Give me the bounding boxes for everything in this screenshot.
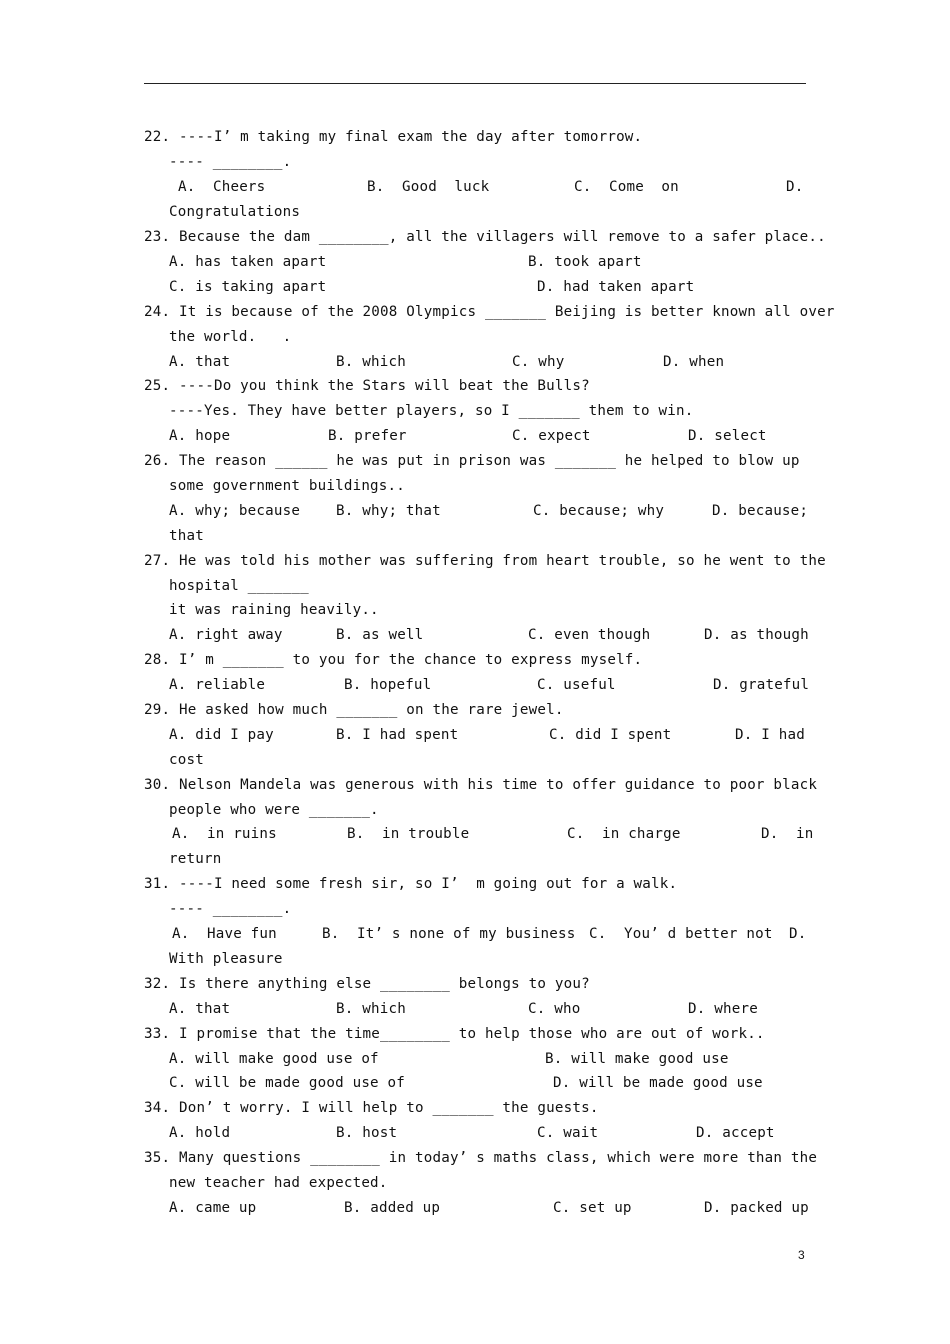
q30-stem: 30. Nelson Mandela was generous with his time to offer guidance to poor black [144, 777, 818, 793]
q32-option-d: D. where [688, 1001, 758, 1017]
q27-stem: 27. He was told his mother was suffering from heart trouble, so he went to the [144, 553, 826, 569]
q27-option-d: D. as though [704, 627, 809, 643]
q31-option-c: C. You’ d better not [589, 926, 773, 942]
q27-option-c: C. even though [528, 627, 651, 643]
q29-stem: 29. He asked how much _______ on the rare jewel. [144, 702, 564, 718]
q24-option-d: D. when [663, 354, 725, 370]
q22-option-b: B. Good luck [367, 179, 490, 195]
q22-option-d: D. [786, 179, 804, 195]
q24-option-c: C. why [512, 354, 565, 370]
q29-option-d: cost [169, 752, 204, 768]
q22-option-a: A. Cheers [178, 179, 266, 195]
q25-option-c: C. expect [512, 428, 591, 444]
q29-option-d: D. I had [735, 727, 805, 743]
q28-option-c: C. useful [537, 677, 616, 693]
q29-option-c: C. did I spent [549, 727, 672, 743]
q33-option-c: C. will be made good use of [169, 1075, 406, 1091]
q30-option-c: C. in charge [567, 826, 681, 842]
q31-option-a: A. Have fun [172, 926, 277, 942]
q31-stem: 31. ----I need some fresh sir, so I’ m going out for a walk. [144, 876, 678, 892]
q26-option-d: D. because; [712, 503, 809, 519]
q26-option-c: C. because; why [533, 503, 665, 519]
q24-stem: 24. It is because of the 2008 Olympics _______ Beijing is better known all over [144, 304, 835, 320]
q29-option-a: A. did I pay [169, 727, 274, 743]
q26-option-b: B. why; that [336, 503, 441, 519]
q32-option-a: A. that [169, 1001, 231, 1017]
q35-option-d: D. packed up [704, 1200, 809, 1216]
q35-option-c: C. set up [553, 1200, 632, 1216]
q30-stem: people who were _______. [169, 802, 379, 818]
q22-stem: 22. ----I’ m taking my final exam the day after tomorrow. [144, 129, 643, 145]
q22-option-d: Congratulations [169, 204, 301, 220]
q27-stem: it was raining heavily.. [169, 602, 379, 618]
q24-stem: the world. . [169, 329, 292, 345]
q24-option-a: A. that [169, 354, 231, 370]
q34-option-a: A. hold [169, 1125, 231, 1141]
q31-option-b: B. It’ s none of my business [322, 926, 576, 942]
q34-option-d: D. accept [696, 1125, 775, 1141]
q26-stem: 26. The reason ______ he was put in prison was _______ he helped to blow up [144, 453, 800, 469]
q34-stem: 34. Don’ t worry. I will help to _______ the guests. [144, 1100, 599, 1116]
header-rule [144, 83, 806, 84]
q25-stem: 25. ----Do you think the Stars will beat the Bulls? [144, 378, 590, 394]
q33-option-a: A. will make good use of [169, 1051, 379, 1067]
q34-option-b: B. host [336, 1125, 398, 1141]
q33-option-b: B. will make good use [545, 1051, 729, 1067]
q30-option-d: D. in [761, 826, 814, 842]
q23-option-d: D. had taken apart [537, 279, 695, 295]
q25-option-b: B. prefer [328, 428, 407, 444]
q26-stem: some government buildings.. [169, 478, 406, 494]
q23-option-c: C. is taking apart [169, 279, 327, 295]
q32-stem: 32. Is there anything else ________ belongs to you? [144, 976, 590, 992]
q31-option-d: D. [789, 926, 807, 942]
q30-option-a: A. in ruins [172, 826, 277, 842]
q30-option-b: B. in trouble [347, 826, 470, 842]
q26-option-d: that [169, 528, 204, 544]
q26-option-a: A. why; because [169, 503, 301, 519]
q27-option-a: A. right away [169, 627, 283, 643]
page-number: 3 [798, 1248, 805, 1262]
q27-stem: hospital _______ [169, 578, 309, 594]
q35-option-b: B. added up [344, 1200, 441, 1216]
q28-option-b: B. hopeful [344, 677, 432, 693]
q35-option-a: A. came up [169, 1200, 257, 1216]
q23-option-b: B. took apart [528, 254, 642, 270]
q31-option-d: With pleasure [169, 951, 283, 967]
q32-option-b: B. which [336, 1001, 406, 1017]
q24-option-b: B. which [336, 354, 406, 370]
q32-option-c: C. who [528, 1001, 581, 1017]
q25-option-d: D. select [688, 428, 767, 444]
q35-stem: 35. Many questions ________ in today’ s maths class, which were more than the [144, 1150, 818, 1166]
q33-stem: 33. I promise that the time________ to help those who are out of work.. [144, 1026, 765, 1042]
q33-option-d: D. will be made good use [553, 1075, 763, 1091]
q30-option-d: return [169, 851, 222, 867]
q28-stem: 28. I’ m _______ to you for the chance to express myself. [144, 652, 643, 668]
q31-stem: ---- ________. [169, 901, 292, 917]
q34-option-c: C. wait [537, 1125, 599, 1141]
q35-stem: new teacher had expected. [169, 1175, 388, 1191]
q29-option-b: B. I had spent [336, 727, 459, 743]
q25-option-a: A. hope [169, 428, 231, 444]
q28-option-d: D. grateful [713, 677, 810, 693]
q22-stem: ---- ________. [169, 154, 292, 170]
q23-option-a: A. has taken apart [169, 254, 327, 270]
q28-option-a: A. reliable [169, 677, 266, 693]
q22-option-c: C. Come on [574, 179, 679, 195]
q23-stem: 23. Because the dam ________, all the villagers will remove to a safer place.. [144, 229, 826, 245]
q25-stem: ----Yes. They have better players, so I _______ them to win. [169, 403, 694, 419]
q27-option-b: B. as well [336, 627, 424, 643]
